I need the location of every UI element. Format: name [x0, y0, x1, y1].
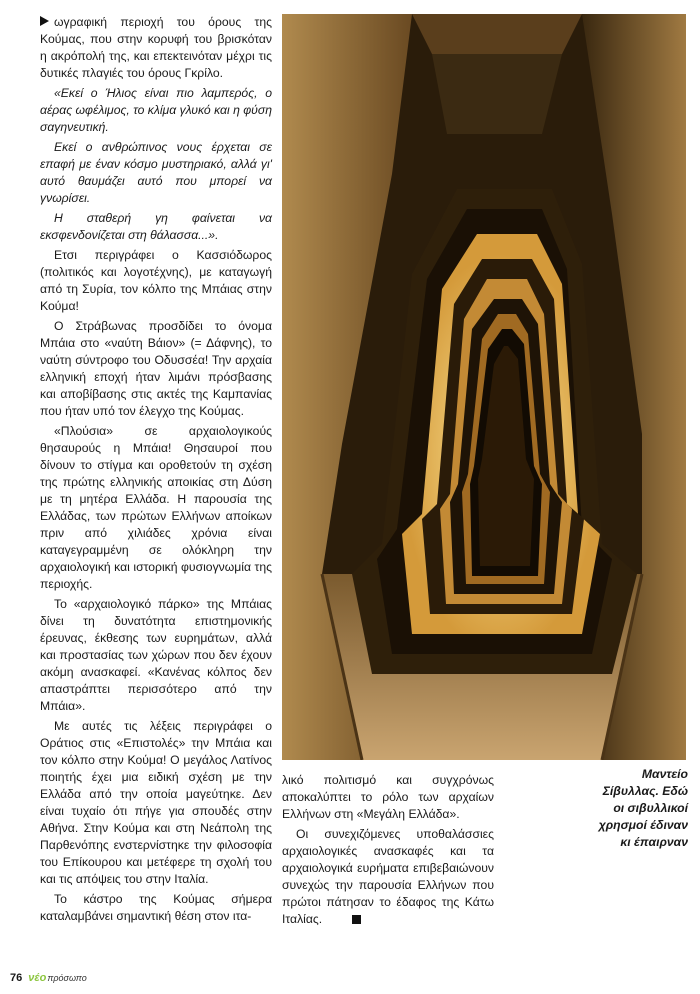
paragraph: Με αυτές τις λέξεις περιγράφει ο Οράτιος στις «Επιστολές» την Μπάια και τον κόλπο στην Κούμα! Ο μεγάλος Λατίνος ποιητής έχει μια ειδική σχέση με την Ελλάδα από την οποία μαγεύτηκε. Δεν είναι τυχαίο ότι πήγε για σπουδές στην Αθήνα. Στην Κούμα και στη Νεάπολη της Παρθενόπης ενστερνίστηκε την φιλοσοφία του Επίκουρου και μετέφερε τη σχολή του και τις απόψεις του στην Ιταλία.: [40, 719, 272, 886]
quote-paragraph: Εκεί ο ανθρώπινος νους έρχεται σε επαφή με έναν κόσμο μυστηριακό, αλλά γι' αυτό θαυμάζει αυτό που μπορεί να γνωρίσει.: [40, 140, 272, 205]
magazine-logo-suffix: πρόσωπο: [47, 973, 87, 983]
paragraph: «Πλούσια» σε αρχαιολογικούς θησαυρούς η Μπάια! Θησαυροί που δίνουν το στίγμα και οροθετούν τη σχέση της πρώτης ελληνικής αποικίας στη Δύση με τη μητέρα Ελλάδα. Η παρουσία της Ελλάδας, των πρώτων Ελλήνων αποίκων πριν από χιλιάδες χρόνια είναι καταγεγραμμένη σε ολόκληρη την αρχαιολογική και ιστορική φυσιογνωμία της περιοχής.: [40, 424, 272, 591]
continuation-arrow-icon: [40, 16, 49, 26]
paragraph: Το «αρχαιολογικό πάρκο» της Μπάιας δίνει τη δυνατότητα επιστημονικής έρευνας, έκθεσης των ευρημάτων, αλλά και προστασίας των χώρων που δεν έχουν ακόμη ανασκαφεί. «Κανένας κόλπος δεν απαστράπτει περισσότερο από την Μπάια».: [40, 597, 272, 713]
quote-paragraph: Η σταθερή γη φαίνεται να εκσφενδονίζεται στη θάλασσα...».: [40, 211, 272, 242]
caption-line: χρησμοί έδιναν: [598, 818, 688, 832]
paragraph: Οι συνεχιζόμενες υποθαλάσσιες αρχαιολογικές ανασκαφές και τα αρχαιολογικά ευρήματα επιβεβαιώνουν συνεχώς την παρουσία Ελλήνων που πρώτοι πάτησαν το έδαφος της Κάτω Ιταλίας.: [282, 827, 494, 926]
middle-text-column: [282, 772, 494, 931]
paragraph: λικό πολιτισμό και συγχρόνως αποκαλύπτει το ρόλο των αρχαίων Ελλήνων στη «Μεγάλη Ελλάδα».: [282, 773, 494, 821]
paragraph: ωγραφική περιοχή του όρους της Κούμας, που στην κορυφή του βρισκόταν η ακρόπολή της, και επεκτεινόταν μέχρι τις δυτικές πλαγιές του όρους Γκρίλο.: [40, 15, 272, 80]
page-footer: [10, 972, 87, 984]
magazine-logo: νέο: [28, 972, 47, 984]
photo-caption: [590, 766, 688, 851]
caption-line: Μαντείο: [641, 767, 688, 781]
end-of-article-mark: [352, 915, 361, 924]
paragraph: Το κάστρο της Κούμας σήμερα καταλαμβάνει σημαντική θέση στον ιτα-: [40, 892, 272, 923]
caption-line: κι έπαιρναν: [620, 835, 688, 849]
left-text-column: [40, 14, 272, 928]
paragraph: Ο Στράβωνας προσδίδει το όνομα Μπάια στο «ναύτη Βάιον» (= Δάφνης), το ναύτη σύντροφο του Οδυσσέα! Την αρχαία ελληνική εποχή ήταν λιμάνι πρόσβασης και αποβίβασης στις ακτές της Καμπανίας που ήταν υπό τον έλεγχο της Κούμας.: [40, 319, 272, 418]
caption-line: Σίβυλλας. Εδώ: [602, 784, 688, 798]
paragraph: Ετσι περιγράφει ο Κασσιόδωρος (πολιτικός και λογοτέχνης), με καταγωγή από τη Συρία, τον κόλπο της Μπάιας στην Κούμα!: [40, 248, 272, 313]
sibyl-cave-photo: [282, 14, 686, 760]
quote-paragraph: «Εκεί ο Ήλιος είναι πιο λαμπερός, ο αέρας ωφέλιμος, το κλίμα γλυκό και η φύση σαγηνευτική.: [40, 86, 272, 134]
page-number: 76: [10, 972, 23, 984]
caption-line: οι σιβυλλικοί: [613, 801, 688, 815]
